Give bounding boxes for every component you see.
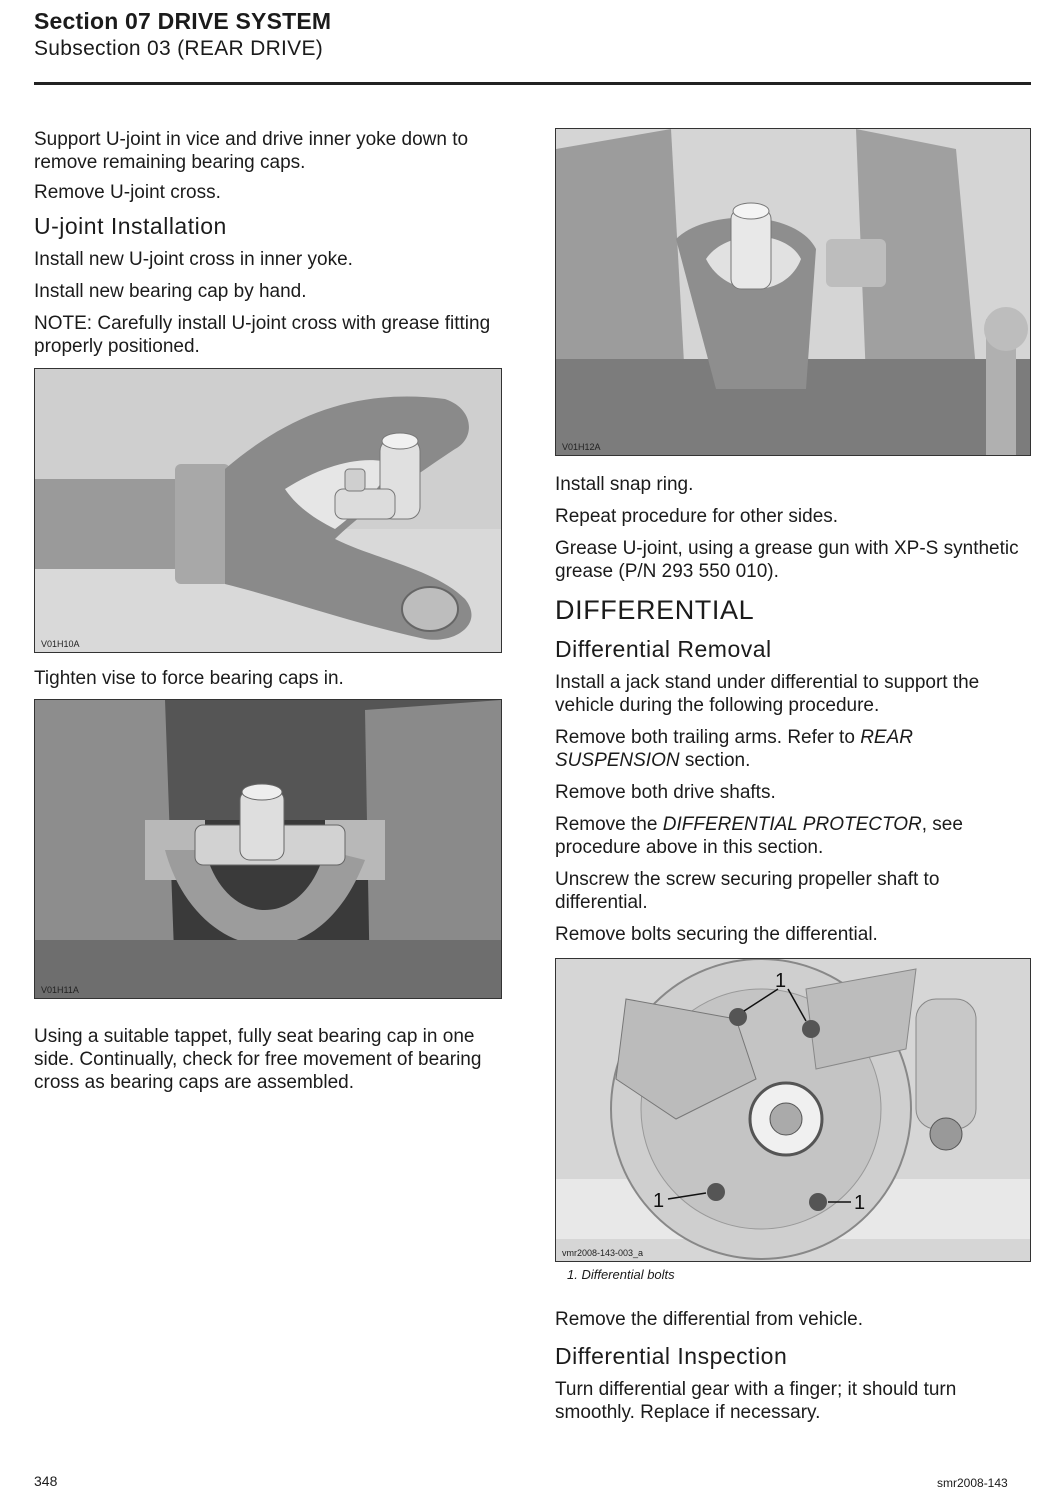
note-label: NOTE: — [34, 313, 93, 334]
ujoint-in-vise-photo — [556, 129, 1030, 455]
paragraph: Tighten vise to force bearing caps in. — [34, 668, 344, 689]
callout-1: 1 — [854, 1192, 866, 1214]
paragraph — [555, 726, 1031, 772]
figure-caption: 1. Differential bolts — [567, 1267, 675, 1282]
callout-1: 1 — [653, 1190, 665, 1212]
ujoint-yoke-photo — [35, 369, 501, 652]
differential-bolts-illustration — [556, 959, 1030, 1261]
paragraph: Remove bolts securing the differential. — [555, 924, 878, 945]
paragraph: Install a jack stand under differential to support the vehicle during the following procedure. — [555, 672, 980, 716]
vise-bearing-caps-photo — [35, 700, 501, 998]
figure-differential-bolts — [555, 958, 1031, 1262]
heading-differential-removal: Differential Removal — [555, 636, 772, 662]
paragraph: Install new U-joint cross in inner yoke. — [34, 249, 353, 270]
note — [34, 312, 506, 358]
paragraph: Install new bearing cap by hand. — [34, 281, 307, 302]
paragraph: Support U-joint in vice and drive inner yoke down to remove remaining bearing caps. — [34, 129, 469, 173]
reference-rear-suspension: REAR SUSPENSION — [555, 727, 913, 771]
figure-id: vmr2008-143-003_a — [562, 1248, 644, 1258]
header-rule — [34, 82, 1031, 85]
text: Remove both trailing arms. Refer to — [555, 727, 861, 748]
heading-ujoint-installation: U-joint Installation — [34, 213, 227, 239]
left-column — [34, 128, 506, 1103]
paragraph: Remove the differential from vehicle. — [555, 1309, 864, 1330]
paragraph: Remove both drive shafts. — [555, 782, 776, 803]
paragraph: Grease U-joint, using a grease gun with XP-S synthetic grease (P/N 293 550 010). — [555, 538, 1019, 582]
figure-vise-bearing-caps — [34, 699, 502, 999]
document-code: smr2008-143 — [937, 1476, 1008, 1490]
figure-ujoint-in-vise — [555, 128, 1031, 456]
paragraph: Turn differential gear with a finger; it should turn smoothly. Replace if necessary. — [555, 1379, 957, 1423]
callout-1: 1 — [775, 970, 787, 992]
paragraph: Using a suitable tappet, fully seat bearing cap in one side. Continually, check for free movement of bearing cross as bearing caps are assembled. — [34, 1026, 482, 1093]
paragraph — [555, 813, 1031, 859]
text: section. — [679, 750, 751, 771]
heading-differential: DIFFERENTIAL — [555, 595, 755, 625]
right-column — [555, 128, 1031, 1433]
paragraph: Install snap ring. — [555, 474, 694, 495]
paragraph: Remove U-joint cross. — [34, 182, 221, 203]
text: Remove the — [555, 814, 663, 835]
page-number: 348 — [34, 1473, 58, 1489]
figure-ujoint-yoke — [34, 368, 502, 653]
text: , see procedure above in this section. — [555, 814, 963, 858]
subsection-title: Subsection 03 (REAR DRIVE) — [34, 37, 324, 60]
figure-id: V01H11A — [41, 985, 79, 995]
paragraph: Repeat procedure for other sides. — [555, 506, 839, 527]
section-title: Section 07 DRIVE SYSTEM — [34, 8, 332, 34]
note-text: Carefully install U-joint cross with grease fitting properly positioned. — [34, 313, 491, 357]
figure-id: V01H10A — [41, 639, 80, 649]
reference-differential-protector: DIFFERENTIAL PROTECTOR — [662, 814, 922, 835]
figure-id: V01H12A — [562, 442, 601, 452]
paragraph: Unscrew the screw securing propeller shaft to differential. — [555, 869, 940, 913]
heading-differential-inspection: Differential Inspection — [555, 1343, 788, 1369]
